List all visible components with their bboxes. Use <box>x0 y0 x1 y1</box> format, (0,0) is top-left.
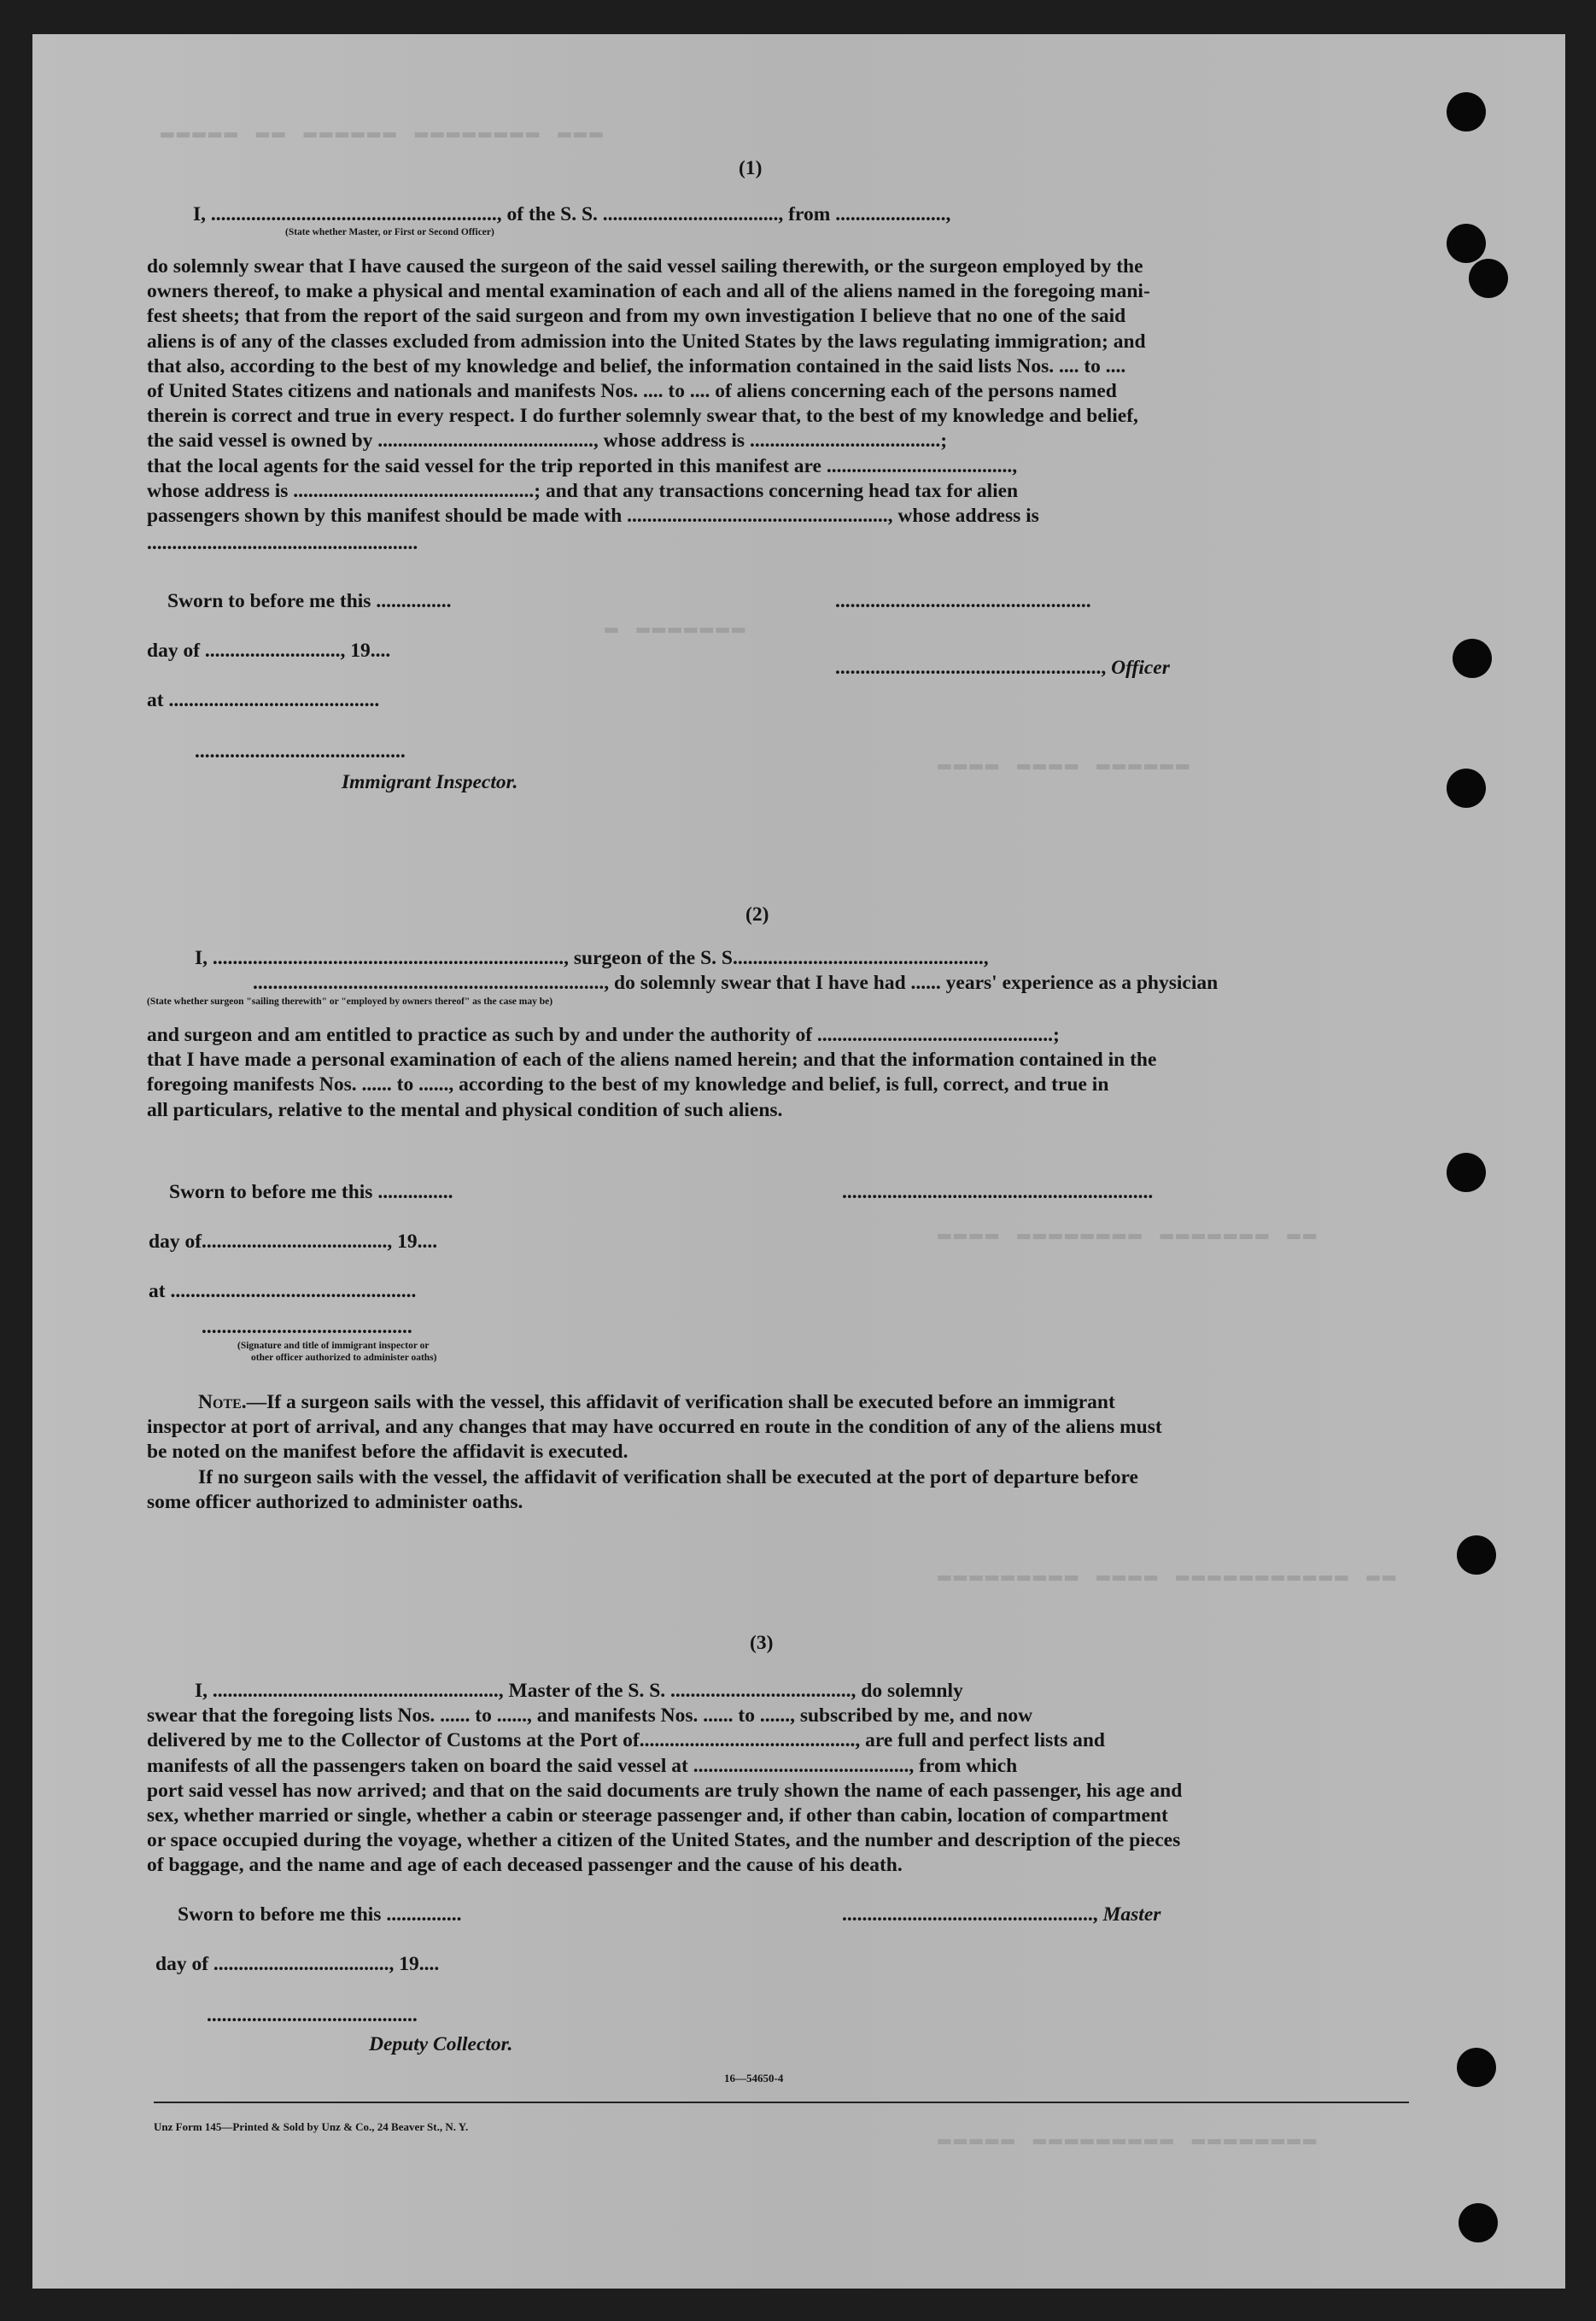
section-2-oath-line-2: ......................................................................, do solemnly swear that I have had ...... years' experience as a physician <box>253 972 1219 994</box>
oath-line: passengers shown by this manifest should be made with ...................................................., whose address is <box>147 505 1039 528</box>
section-3-day: day of ..................................., 19.... <box>155 1953 440 1975</box>
note-line: some officer authorized to administer oaths. <box>147 1490 523 1513</box>
officer-signature-dots: ....................................................., <box>835 657 1112 679</box>
oath-line: or space occupied during the voyage, whether a citizen of the United States, and the number and description of the pieces <box>147 1829 1181 1852</box>
section-1-officer-caption: (State whether Master, or First or Second Officer) <box>285 227 494 237</box>
punch-hole <box>1459 2203 1498 2242</box>
punch-hole <box>1447 224 1486 263</box>
section-2-signature-caption: (Signature and title of immigrant inspector or <box>237 1341 430 1351</box>
note-line: If no surgeon sails with the vessel, the affidavit of verification shall be executed at the port of departure before <box>198 1465 1138 1488</box>
section-2-at: at ................................................. <box>149 1280 417 1302</box>
punch-hole <box>1453 639 1492 678</box>
section-1-at: at .......................................... <box>147 689 380 711</box>
section-2-surgeon-caption: (State whether surgeon "sailing therewith" or "employed by owners thereof" as the case may be) <box>147 997 553 1007</box>
oath-line: and surgeon and am entitled to practice as such by and under the authority of ...............................................; <box>147 1024 1060 1046</box>
bleed-through: ▬ ▬▬▬▬▬▬▬ <box>605 615 748 640</box>
section-1-oath-paragraph <box>147 254 1401 529</box>
master-signature-dots: .................................................., <box>842 1903 1103 1926</box>
oath-line: that also, according to the best of my knowledge and belief, the information contained in the said lists Nos. .... to .... <box>147 354 1126 377</box>
punch-hole <box>1457 1535 1496 1575</box>
punch-hole <box>1469 259 1508 298</box>
section-3-collector-title: Deputy Collector. <box>369 2033 513 2055</box>
punch-hole <box>1447 769 1486 808</box>
officer-title: Officer <box>1111 657 1170 679</box>
section-2-right-dots: .............................................................. <box>842 1181 1154 1203</box>
footer-rule <box>154 2102 1409 2103</box>
oath-line: of baggage, and the name and age of each deceased passenger and the cause of his death. <box>147 1854 903 1877</box>
bleed-through: ▬▬▬▬▬ ▬▬▬▬▬▬▬▬▬ ▬▬▬▬▬▬▬▬ <box>938 2126 1319 2152</box>
note-text: —If a surgeon sails with the vessel, this affidavit of verification shall be executed before an immigrant <box>246 1391 1115 1413</box>
bleed-through: ▬▬▬▬▬ ▬▬ ▬▬▬▬▬▬ ▬▬▬▬▬▬▬▬ ▬▬▬ <box>161 120 605 145</box>
punch-hole <box>1447 92 1486 132</box>
note-line: be noted on the manifest before the affidavit is executed. <box>147 1441 628 1464</box>
section-1-day: day of ..........................., 19.... <box>147 640 391 662</box>
bleed-through: ▬▬▬▬▬▬▬▬▬ ▬▬▬▬ ▬▬▬▬▬▬▬▬▬▬▬ ▬▬ <box>938 1563 1399 1588</box>
manifest-page <box>32 34 1565 2289</box>
oath-line: whose address is ................................................; and that any transactions concerning head tax for alien <box>147 479 1019 502</box>
section-1-signature-dots: .......................................... <box>195 740 406 763</box>
note-label: Note. <box>198 1391 247 1413</box>
note-line: inspector at port of arrival, and any changes that may have occurred en route in the condition of any of the aliens must <box>147 1416 1162 1439</box>
master-title: Master <box>1102 1903 1161 1926</box>
note-line <box>147 1390 1401 1415</box>
oath-line: all particulars, relative to the mental and physical condition of such aliens. <box>147 1098 783 1121</box>
punch-hole <box>1457 2048 1496 2087</box>
oath-line: delivered by me to the Collector of Customs at the Port of..........................................., are full and perfect lists and <box>147 1729 1105 1752</box>
section-2-note <box>147 1390 1401 1515</box>
section-2-signature-caption: other officer authorized to administer oaths) <box>251 1353 437 1363</box>
oath-line: fest sheets; that from the report of the said surgeon and from my own investigation I believe that no one of the said <box>147 305 1126 328</box>
printer-imprint: Unz Form 145—Printed & Sold by Unz & Co., 24 Beaver St., N. Y. <box>154 2120 469 2133</box>
bleed-through: ▬▬▬▬ ▬▬▬▬ ▬▬▬▬▬▬ <box>938 751 1192 777</box>
bleed-through: ▬▬▬▬ ▬▬▬▬▬▬▬▬ ▬▬▬▬▬▬▬ ▬▬ <box>938 1221 1319 1247</box>
section-1-trailing-dots: ...................................................... <box>147 532 418 554</box>
oath-line: manifests of all the passengers taken on board the said vessel at ..........................................., from which <box>147 1754 1018 1777</box>
section-1-oath-line: I, ........................................................., of the S. S. ..................................., from ......................, <box>193 203 951 225</box>
section-3-signature-dots: .......................................... <box>207 2004 418 2026</box>
section-2-oath-line-1: I, ......................................................................, surgeon of the S. S.................................................., <box>195 947 989 969</box>
oath-line: sex, whether married or single, whether a cabin or steerage passenger and, if other than cabin, location of compartment <box>147 1804 1168 1827</box>
oath-line: that the local agents for the said vessel for the trip reported in this manifest are ....................................., <box>147 454 1018 477</box>
oath-line: aliens is of any of the classes excluded from admission into the United States by the laws regulating immigration; and <box>147 330 1146 353</box>
section-3-sworn: Sworn to before me this ............... <box>178 1903 462 1926</box>
oath-line: owners thereof, to make a physical and mental examination of each and all of the aliens named in the foregoing mani- <box>147 280 1150 303</box>
section-3-oath-paragraph <box>147 1679 1401 1879</box>
oath-line: the said vessel is owned by ..........................................., whose address is ......................................; <box>147 430 948 453</box>
oath-line: therein is correct and true in every respect. I do further solemnly swear that, to the best of my knowledge and belief, <box>147 405 1138 428</box>
section-1-number: (1) <box>739 157 763 179</box>
section-1-officer-signature <box>835 656 1170 681</box>
oath-line: do solemnly swear that I have caused the surgeon of the said vessel sailing therewith, or the surgeon employed by the <box>147 255 1143 278</box>
section-2-number: (2) <box>745 903 769 926</box>
section-1-inspector-title: Immigrant Inspector. <box>342 771 518 793</box>
oath-line: I, ........................................................., Master of the S. S. ...................................., do solemnly <box>195 1680 963 1702</box>
section-3-master-signature <box>842 1903 1160 1927</box>
section-2-sworn: Sworn to before me this ............... <box>169 1181 453 1203</box>
oath-line: that I have made a personal examination of each of the aliens named herein; and that the information contained in the <box>147 1049 1157 1072</box>
section-2-signature-dots: .......................................... <box>202 1316 412 1338</box>
oath-line: swear that the foregoing lists Nos. ...... to ......, and manifests Nos. ...... to ......, subscribed by me, and now <box>147 1704 1033 1728</box>
section-2-oath-paragraph <box>147 1023 1401 1123</box>
punch-hole <box>1447 1153 1486 1192</box>
section-2-day: day of....................................., 19.... <box>149 1231 438 1253</box>
section-1-officer-dots-top: ................................................... <box>835 590 1091 612</box>
section-3-number: (3) <box>750 1632 774 1654</box>
oath-line: of United States citizens and nationals and manifests Nos. .... to .... of aliens concerning each of the persons named <box>147 380 1117 403</box>
oath-line: port said vessel has now arrived; and that on the said documents are truly shown the name of each passenger, his age and <box>147 1779 1183 1802</box>
section-1-sworn: Sworn to before me this ............... <box>167 590 452 612</box>
oath-line: foregoing manifests Nos. ...... to ......, according to the best of my knowledge and belief, is full, correct, and true in <box>147 1073 1109 1096</box>
form-code: 16—54650-4 <box>724 2072 784 2084</box>
